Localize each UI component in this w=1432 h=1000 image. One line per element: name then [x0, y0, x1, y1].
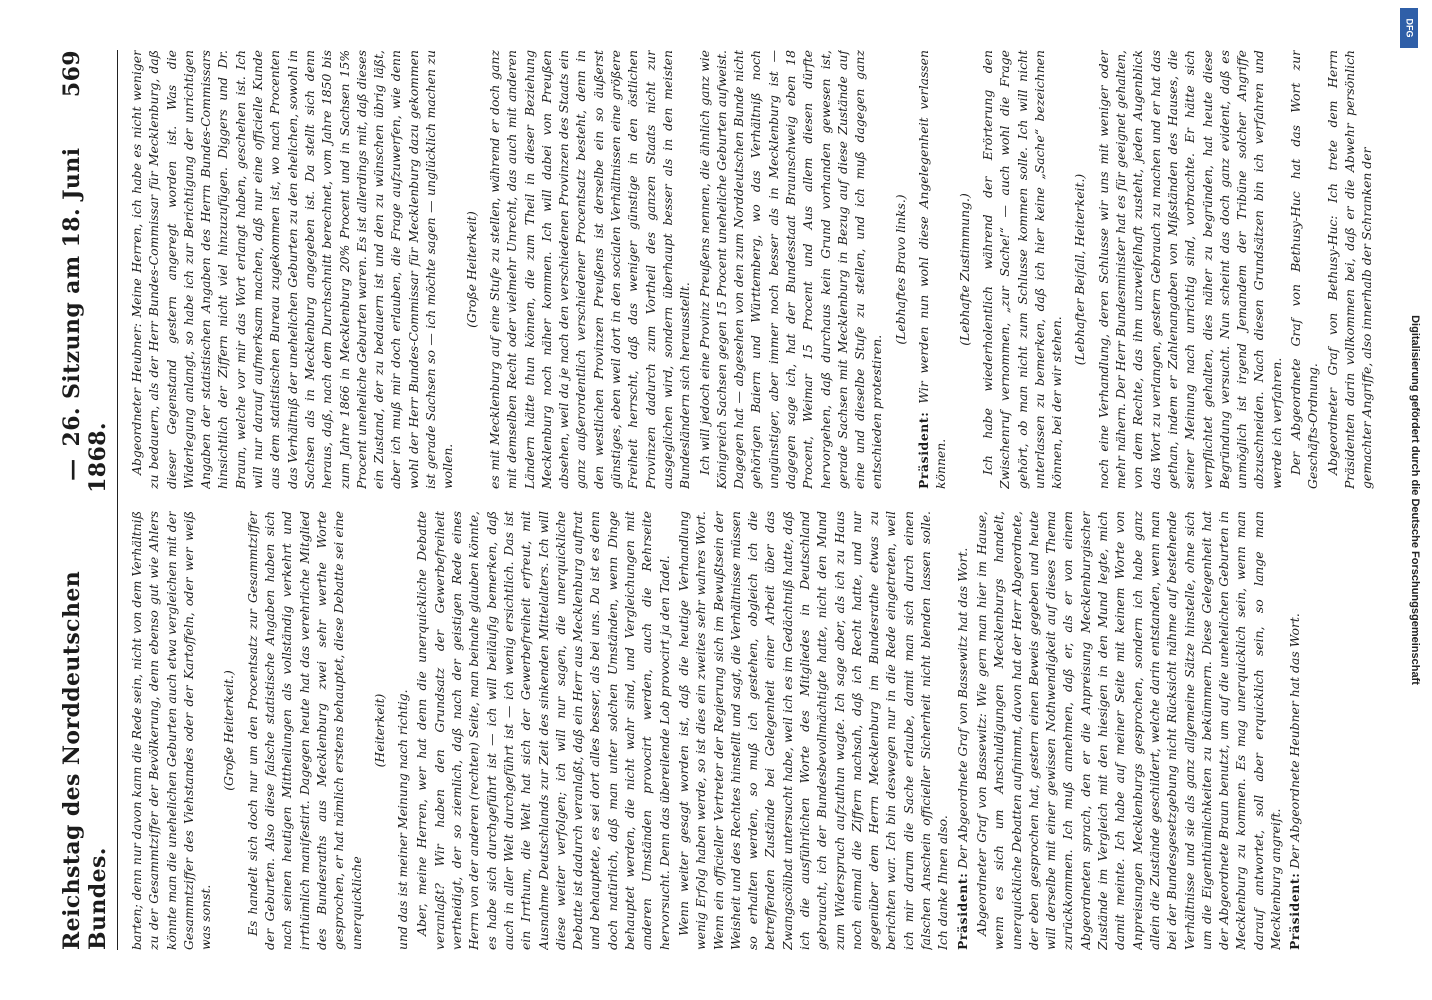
header-left-title: Reichstag des Norddeutschen Bundes.: [59, 570, 111, 950]
paragraph: [675, 511, 952, 950]
paragraph-text: Der Abgeordnete Heubner hat das Wort.: [1287, 613, 1303, 869]
paragraph-text: (Große Heiterkeit): [463, 211, 479, 328]
paragraph-text: es mit Mecklenburg auf eine Stufe zu stellen, während er doch ganz mit demselben Recht oder vielmehr Unrecht, das auch mit anderen Ländern hätte thun können, die zum Theil in dieser Beziehung Mecklenburg noch näher kommen. Ich will dabei von Preußen absehen, weil da je nach den verschiedenen Provinzen des Staats ein ganz außerordentlich verschiedener Procentsatz besteht, denn in den westlichen Provinzen Preußens ist derselbe ein so äußerst günstiges, eben weil dort in den socialen Verhältnissen eine größere Freiheit herrscht, daß das weniger günstige in den östlichen Provinzen dadurch zum Vortheil des ganzen Staats nicht zur ausgeglichen wird, sondern überhaupt besser als in den meisten Bundesländern sich herausstellt.: [486, 50, 693, 489]
paragraph-text: Ich habe wiederholentlich während der Erörterung den Zwischenruf vernommen, „zur Sache!“ — auch wohl die Frage gehört, ob man nicht zum Schlusse kommen solle. Ich will nicht unterlassen zu bemerken, daß ich hier keine „Sache“ bezeichnen können, bei der wir stehen.: [979, 50, 1065, 489]
paragraph-text: Der Abgeordnete Graf von Bassewitz hat das Wort.: [954, 547, 970, 869]
dfg-stamp: [1404, 0, 1426, 1000]
paragraph-text: noch eine Verhandlung, deren Schlusse wir uns mit weniger oder mehr nähern. Der Herr Bundesminister hat es für geeignet gehalten, von dem Rechte, das ihm unzweifelhaft zusteht, jeden Augenblick das Wort zu verlangen, gestern Gebrauch zu machen und er hat das gethan, indem er Zahlenangaben von Mißständen des Hauses, die seiner Meinung nach unrichtig sind, vorbrachte. Er hätte sich verpflichtet gehalten, dies näher zu begründen, hat heute diese Begründung versucht. Nun scheint das doch ganz evident, daß es unmöglich ist irgend Jemandem der Tribüne solcher Angriffe abzuschneiden. Nach diesen Grundsätzen bin ich verfahren und werde ich verfahren.: [1095, 50, 1284, 489]
stage-direction: [371, 511, 388, 950]
paragraph-text: (Lebhafte Zustimmung.): [956, 193, 972, 346]
stage-direction: [463, 50, 480, 489]
paragraph: [979, 50, 1065, 489]
paragraph-text: Wir werden nun wohl diese Angelegenheit verlassen können.: [916, 50, 949, 489]
paragraph-text: Es handelt sich doch nur um den Procentsatz zur Gesammtziffer der Geburten. Also diese falsche statistische Angaben haben sich nach seinen heutigen Mittheilungen als vollständig verkehrt und irrthümlich manifestirt. Dagegen heute hat das verehrliche Mitglied des Bundesraths aus Mecklenburg zwei sehr werthe Worte gesprochen, er hat nämlich erstens behauptet, diese Debatte sei eine unerquickliche: [244, 511, 364, 950]
paragraph: [1095, 50, 1285, 489]
paragraph-text: (Lebhaftes Bravo links.): [892, 194, 908, 345]
paragraph-text: Ich will jedoch eine Provinz Preußens nennen, die ähnlich ganz wie Königreich Sachsen gegen 15 Procent uneheliche Geburten aufweist. Dagegen hat — abgesehen von den zum Norddeutschen Bunde nicht gehörigen Baiern und Württemberg, wo das Verhältniß noch ungünstiger, aber immer noch besser als in Mecklenburg ist — dagegen sage ich, hat der Bundesstaat Braunschweig eben 18 Procent, Weimar 15 Procent und Aus allem diesen dürfte hervorgehen, daß durchaus kein Grund vorhanden gewesen ist, gerade Sachsen mit Mecklenburg in Bezug auf diese Zustände auf eine und dieselbe Stufe zu stellen, und ich muß dagegen ganz entschieden protestiren.: [696, 50, 885, 489]
stage-direction: [892, 50, 909, 489]
stage-direction: [220, 511, 237, 950]
paragraph-text: Abgeordneter Heubner: Meine Herren, ich habe es nicht weniger zu bedauern, als der Herr Bundes-Commissar für Mecklenburg, daß dieser Gegenstand gestern angeregt worden ist. Was die Widerlegung anlangt, so habe ich zur Berichtigung der unrichtigen Angaben der statistischen Angaben des Herrn Bundes-Commissars hinsichtlich der Ziffern nicht viel hinzuzufügen. Diggers und Dr. Braun, welche vor mir das Wort erlangt haben, geschehen ist. Ich will nur darauf aufmerksam machen, daß nur eine officielle Kunde aus dem statistischen Bureau zugekommen ist, wo nach Procenten das Verhältniß der unehelichen Geburten zu den ehelichen, sowohl in Sachsen als in Mecklenburg angegeben ist. Da stellt sich denn heraus, daß, nach dem Durchschnitt berechnet, vom Jahre 1850 bis zum Jahre 1866 in Mecklenburg 20% Procent und in Sachsen 15% Procent uneheliche Geburten waren. Es ist allerdings mit, daß dieses ein Zustand, der zu bedauern ist und den zu wünschen übrig läßt, aber ich muß mir doch erlauben, die Frage aufzuwerfen, wie denn wohl der Herr Bundes-Commissar für Mecklenburg dazu gekommen ist gerade Sachsen so — ich möchte sagen — unglücklich machen zu wollen.: [129, 50, 456, 489]
paragraph-text: (Heiterkeit): [371, 693, 387, 768]
paragraph: [413, 511, 672, 950]
paragraph: [973, 511, 1284, 950]
paragraph-text: und das ist meiner Meinung nach richtig.: [395, 689, 411, 950]
paragraph: [128, 511, 214, 950]
paragraph-text: (Große Heiterkeit.): [221, 670, 237, 791]
speaker-label: Präsident:: [954, 872, 970, 950]
rotated-scan-page: [41, 20, 1381, 980]
header-center-text: 26. Sitzung am 18. Juni 1868.: [59, 147, 111, 493]
text-columns: [128, 50, 1378, 950]
paragraph: [486, 50, 694, 489]
dfg-stamp-text: Digitalisierung gefördert durch die Deutsche Forschungsgemeinschaft: [1409, 315, 1421, 685]
paragraph: [394, 511, 411, 950]
paragraph: [244, 511, 365, 950]
paragraph: [696, 50, 886, 489]
speaker-label: Präsident:: [1287, 872, 1303, 950]
paragraph-text: Aber, meine Herren, wer hat denn die unerquickliche Debatte veranlaßt? Wir haben den Grundsatz der Gewerbefreiheit vertheidigt, der so ziemlich, daß nach der geistigen Rede eines Herrn von der anderen (rechten) Seite, man beinahe glauben könnte, es habe sich durchgeführt ist — ich will beiläufig bemerken, daß auch in aller Welt durchgeführt ist — ich wenig ersichtlich. Das ist ein Irrthum, die Welt hat sich der Gewerbefreiheit erfreut, mit Ausnahme Deutschlands zur Zeit des sinkenden Mittelalters. Ich will diese weiter verfolgen; ich will nur sagen, die unerquickliche Debatte ist dadurch veranlaßt, daß ein Herr aus Mecklenburg auftrat und behauptete, es sei dort alles besser, als bei uns. Da ist es denn doch natürlich, daß man unter solchen Umständen, wenn Dinge behauptet werden, die nicht wahr sind, und Vergleichungen mit anderen Umständen provocirt werden, auch die Rehrseite hervorsucht. Denn das übereilende Lob provocirt ja den Tadel.: [414, 511, 672, 950]
paragraph-text: barten; denn nur davon kann die Rede sein, nicht von dem Verhältniß zu der Gesammtziffer der Bevölkerung, denn ebenso gut wie Ahlers könnte man die unehelichen Geburten auch etwa vergleichen mit der Gesammtziffer des Viehstandes oder der Kartoffeln, oder wer weiß was sonst.: [129, 511, 214, 950]
right-column: [128, 50, 1378, 489]
page-number: 569: [59, 50, 85, 98]
running-head: [59, 50, 118, 950]
left-column: [128, 511, 1378, 950]
paragraph-text: Abgeordneter Graf von Bethusy-Huc: Ich trete dem Herrn Präsidenten darin vollkommen bei, daß er die Abwehr persönlich gemachter Angriffe, also innerhalb der Schranken der: [1324, 50, 1375, 489]
paragraph: [1287, 50, 1322, 489]
speaker-paragraph: [954, 511, 971, 950]
paragraph-text: Wenn weiter gesagt worden ist, daß die heutige Verhandlung wenig Erfolg haben werde, so ist dies ein zweites sehr wahres Wort. Wenn ein officieller Vertreter der Regierung sich im Bewußtsein der Weisheit und des Rechtes hinstellt und sagt, die Verhältnisse müssen so erhalten werden, so muß ich gestehen, obgleich ich die betreffenden Zustände bei Gelegenheit einer Arbeit über das Zwangscölibat untersucht habe, weil ich es im Gedächtniß hatte, daß ich die ausführlichen Worte des Mitgliedes in Deutschland gebraucht, ich der Bundesbevollmächtigte hatte, nicht den Mund zum Widerspruch aufzuthun wagte. Ich sage aber, als ich zu Haus noch einmal die Ziffern nachsah, daß ich Recht hatte, und nur gegenüber dem Herrn Mecklenburg im Bundesrathe etwas zu berichten war. Ich bin deswegen nur in die Rede eingetreten, weil ich mir darum die Sache erlaube, damit man sich durch einen falschen Anschein officieller Sicherheit nicht blenden lassen solle. Ich danke Ihnen also.: [675, 511, 951, 950]
header-session-date: [59, 97, 111, 493]
stage-direction: [1071, 50, 1088, 489]
speaker-paragraph: [1286, 511, 1303, 950]
dfg-logo-text: DFG: [1404, 18, 1414, 38]
speaker-label: Präsident:: [916, 411, 932, 489]
paragraph-text: (Lebhafter Beifall, Heiterkeit.): [1072, 173, 1088, 366]
speaker-paragraph: [915, 50, 950, 489]
paragraph-text: Abgeordneter Graf von Bassewitz: Wie gern man hier im Hause, wenn es sich um Anschuldigungen Mecklenburgs handelt, unerquickliche Debatten aufnimmt, davon hat der Herr Abgeordnete, der eben gesprochen hat, gestern einen Beweis gegeben und heute will derselbe mit einer gewissen Nothwendigkeit auf dieses Thema zurückkommen. Ich muß annehmen, daß er, als er von einem Abgeordneten sprach, den er die Anpreisung Mecklenburgischer Zustände im Vergleich mit den hiesigen in den Mund legte, mich damit meinte. Ich habe auf meiner Seite mit keinem Worte von Anpreisungen Mecklenburgs gesprochen, sondern ich habe ganz allein die Zustände geschildert, welche darin entstanden, wenn man bei der Bundesgesetzgebung nicht Rücksicht nähme auf bestehende Verhältnisse und sie als ganz allgemeine Sätze hinstelle, ohne sich um die Eigenthümlichkeiten zu bekümmern. Diese Gelegenheit hat der Abgeordnete Braun benutzt, um auf die unehelichen Geburten in Mecklenburg zu kommen. Es mag unerquicklich sein, wenn man darauf antwortet, soll aber erquicklich sein, so lange man Mecklenburg angreift.: [973, 511, 1283, 950]
stage-direction: [956, 50, 973, 489]
paragraph: [1324, 50, 1376, 489]
header-dash: —: [59, 458, 85, 481]
paragraph: [128, 50, 457, 489]
dfg-logo-icon: [1400, 8, 1418, 48]
paragraph-text: Der Abgeordnete Graf von Bethusy-Huc hat das Wort zur Geschäfts-Ordnung.: [1288, 50, 1321, 489]
